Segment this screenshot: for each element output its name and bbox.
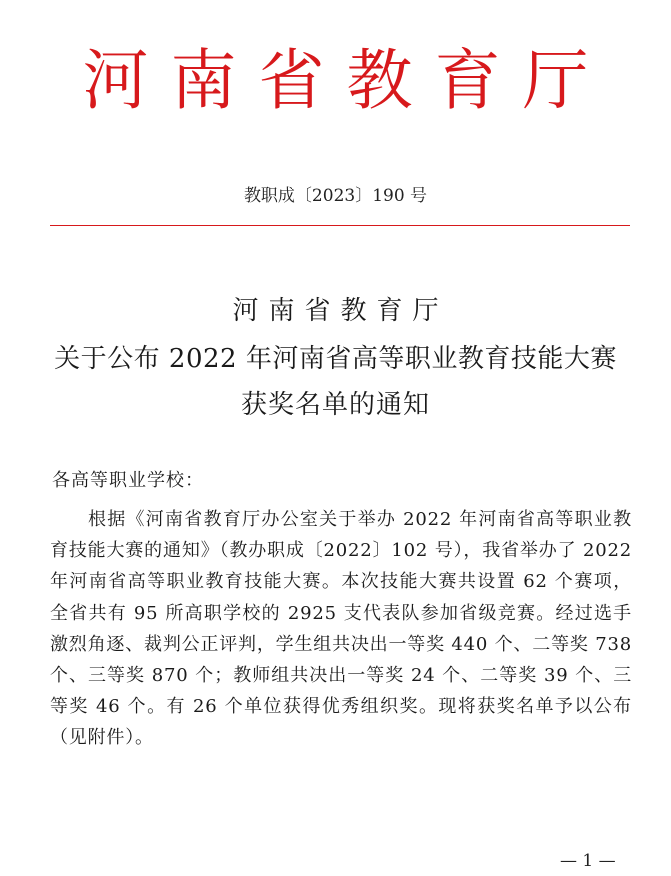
document-number: 教职成〔2023〕190 号 [243, 186, 428, 206]
salutation: 各高等职业学校： [52, 470, 204, 491]
issuer-masthead: 河南省教育厅 [82, 42, 611, 119]
page-number: — 1 — [560, 851, 616, 871]
title-line-1: 河南省教育厅 [232, 296, 449, 326]
title-line-2: 关于公布 2022 年河南省高等职业教育技能大赛 [54, 344, 617, 374]
red-divider-line [50, 225, 630, 226]
title-line-3: 获奖名单的通知 [240, 390, 430, 420]
body-paragraph: 根据《河南省教育厅办公室关于举办 2022 年河南省高等职业教育技能大赛的通知》（教办职成〔2022〕102 号），我省举办了 2022 年河南省高等职业教育技能大赛。本次技能大赛共设置 62 个赛项，全省共有 95 所高职学校的 2925 支代表队参加省级竞赛。经过选手激烈角逐、裁判公正评判，学生组共决出一等奖 440 个、二等奖 738 个、三等奖 870 个；教师组共决出一等奖 24 个、二等奖 39 个、三等奖 46 个。有 26 个单位获得优秀组织奖。现将获奖名单予以公布（见附件）。 [50, 509, 632, 749]
